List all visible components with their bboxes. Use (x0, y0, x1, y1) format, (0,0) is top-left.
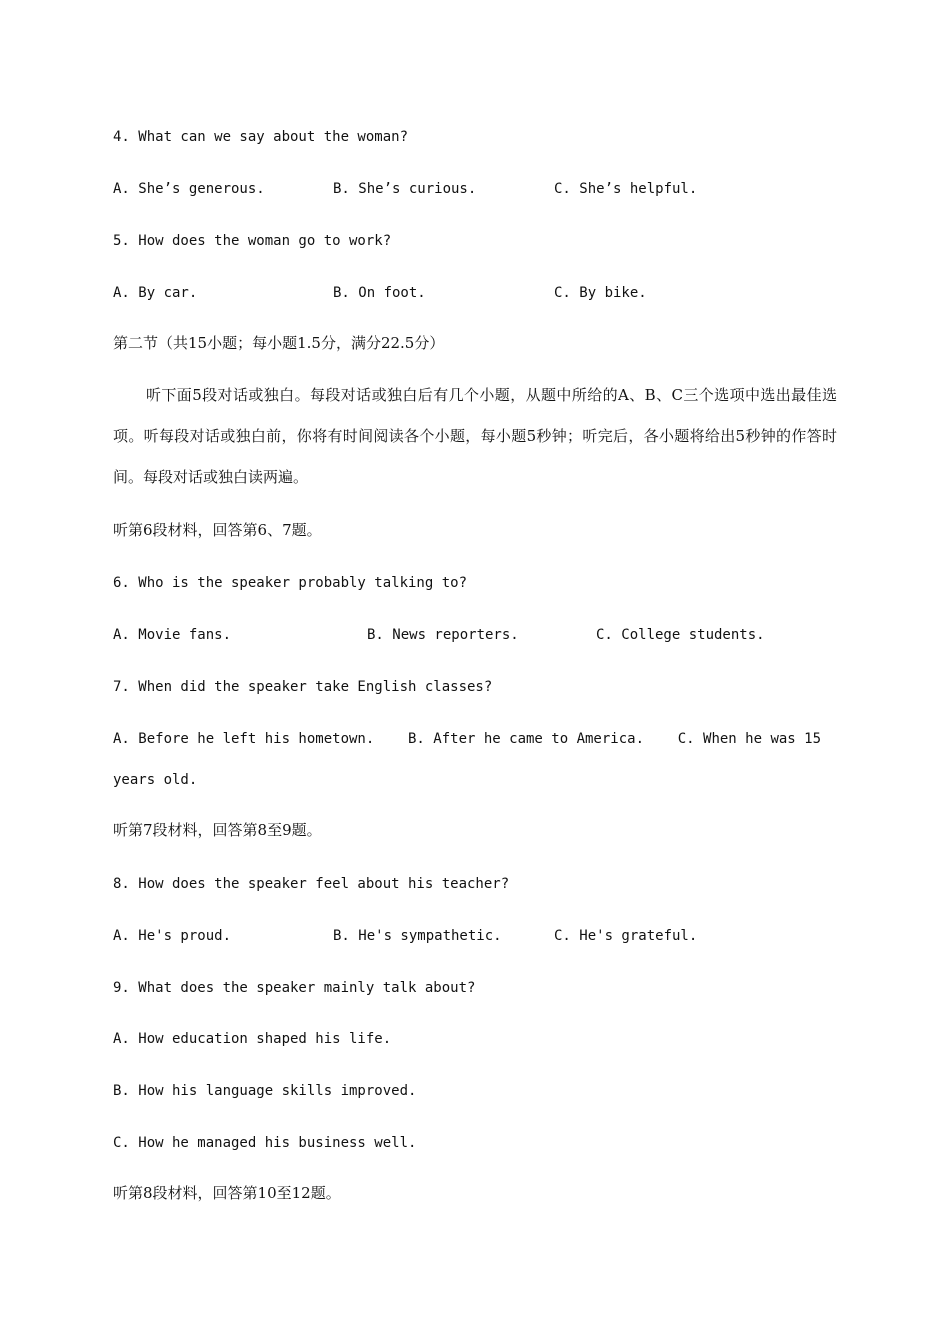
question-5-stem: 5. How does the woman go to work? (113, 233, 392, 249)
material-7-heading: 听第7段材料，回答第8至9题。 (113, 821, 322, 839)
question-9-option-b: B. How his language skills improved. (113, 1083, 417, 1099)
question-8-option-b: B. He's sympathetic. (333, 928, 502, 944)
question-4-option-c: C. She’s helpful. (554, 181, 698, 197)
question-7-options-line-1: A. Before he left his hometown. B. After he came to America. C. When he was 15 (113, 731, 822, 747)
material-8-heading: 听第8段材料，回答第10至12题。 (113, 1184, 341, 1202)
question-8-option-c: C. He's grateful. (554, 928, 698, 944)
question-9-stem: 9. What does the speaker mainly talk about? (113, 980, 476, 996)
question-5-option-c: C. By bike. (554, 285, 647, 301)
question-4-stem: 4. What can we say about the woman? (113, 129, 409, 145)
section-2-heading: 第二节（共15小题；每小题1.5分，满分22.5分） (113, 334, 445, 352)
question-6-option-c: C. College students. (596, 627, 765, 643)
material-6-heading: 听第6段材料，回答第6、7题。 (113, 521, 322, 539)
question-4-option-a: A. She’s generous. (113, 181, 265, 197)
section-2-instructions: 听下面5段对话或独白。每段对话或独白后有几个小题，从题中所给的A、B、C三个选项中选出最佳选项。听每段对话或独白前，你将有时间阅读各个小题，每小题5秒钟；听完后，各小题将给出5秒钟的作答时间。每段对话或独白读两遍。 (113, 386, 837, 486)
question-7-stem: 7. When did the speaker take English classes? (113, 679, 493, 695)
question-5-option-b: B. On foot. (333, 285, 426, 301)
question-7-options-line-2: years old. (113, 772, 198, 788)
question-8-option-a: A. He's proud. (113, 928, 232, 944)
question-9-option-c: C. How he managed his business well. (113, 1135, 417, 1151)
question-8-stem: 8. How does the speaker feel about his teacher? (113, 876, 510, 892)
question-6-option-b: B. News reporters. (367, 627, 519, 643)
question-4-option-b: B. She’s curious. (333, 181, 477, 197)
question-9-option-a: A. How education shaped his life. (113, 1031, 392, 1047)
question-6-stem: 6. Who is the speaker probably talking to? (113, 575, 468, 591)
question-6-option-a: A. Movie fans. (113, 627, 232, 643)
question-5-option-a: A. By car. (113, 285, 198, 301)
